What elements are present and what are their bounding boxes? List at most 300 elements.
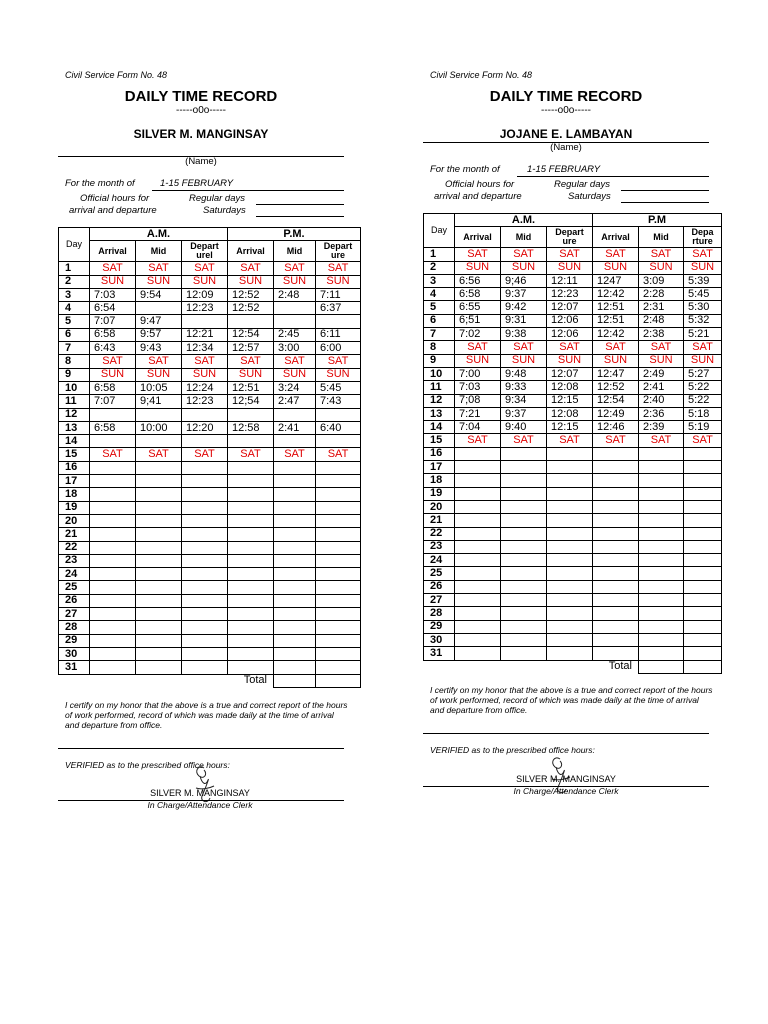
time-cell-pm-departure: 6:00 [316, 342, 361, 355]
day-number: 1 [424, 248, 455, 261]
day-row [59, 647, 361, 660]
saturdays-underline [621, 202, 709, 203]
day-row [59, 288, 361, 301]
time-cell-am-mid [501, 554, 547, 567]
time-cell-am-mid [501, 527, 547, 540]
time-cell-am-arrival [455, 487, 501, 500]
time-cell-pm-arrival: 12:51 [593, 314, 639, 327]
day-number: 27 [59, 608, 90, 621]
time-cell-pm-departure [684, 567, 722, 580]
time-cell-pm-mid: 3:24 [274, 381, 316, 394]
day-row [59, 501, 361, 514]
time-cell-pm-mid [274, 408, 316, 421]
day-number: 2 [424, 261, 455, 274]
time-cell-pm-mid [274, 661, 316, 674]
col-am-departure: Depart urel [182, 241, 228, 262]
time-cell-am-arrival: 7;08 [455, 394, 501, 407]
time-cell-pm-mid [274, 634, 316, 647]
time-cell-am-arrival: 6:58 [90, 421, 136, 434]
time-cell-am-mid [136, 514, 182, 527]
day-number: 17 [59, 475, 90, 488]
time-cell-am-departure [182, 634, 228, 647]
time-cell-am-mid [501, 474, 547, 487]
time-cell-pm-mid: SUN [639, 261, 684, 274]
time-cell-pm-departure [684, 527, 722, 540]
employee-signature-line [423, 733, 709, 734]
time-cell-am-arrival [90, 554, 136, 567]
time-cell-pm-mid [274, 461, 316, 474]
time-cell-am-mid [136, 594, 182, 607]
day-row [424, 514, 722, 527]
time-cell-am-departure: 12:23 [182, 302, 228, 315]
time-cell-pm-arrival [228, 554, 274, 567]
time-cell-pm-departure: SUN [684, 354, 722, 367]
time-cell-am-arrival: SAT [90, 262, 136, 275]
time-cell-am-arrival [455, 647, 501, 660]
time-cell-pm-arrival [593, 474, 639, 487]
regular-days-label: Regular days [189, 193, 245, 204]
time-cell-pm-mid [639, 527, 684, 540]
time-cell-pm-arrival [228, 528, 274, 541]
time-cell-pm-mid [274, 581, 316, 594]
time-cell-pm-arrival: 12:52 [228, 288, 274, 301]
time-cell-am-arrival: 7:07 [90, 395, 136, 408]
time-cell-pm-arrival [228, 594, 274, 607]
day-number: 22 [424, 527, 455, 540]
day-row [59, 461, 361, 474]
form-title: DAILY TIME RECORD [124, 88, 278, 105]
time-cell-pm-mid [274, 302, 316, 315]
time-cell-pm-mid: 2:38 [639, 328, 684, 341]
time-cell-am-arrival [455, 554, 501, 567]
col-am-departure: Depart ure [547, 227, 593, 248]
form-subtitle: -----o0o----- [176, 105, 226, 116]
time-cell-pm-mid [274, 475, 316, 488]
time-cell-pm-mid [639, 620, 684, 633]
time-cell-am-arrival: 6:43 [90, 342, 136, 355]
time-cell-am-mid [501, 487, 547, 500]
day-row [59, 608, 361, 621]
time-cell-am-mid: SAT [501, 341, 547, 354]
day-number: 10 [59, 381, 90, 394]
time-cell-pm-mid: 2:31 [639, 301, 684, 314]
time-cell-pm-departure [684, 514, 722, 527]
name-caption: (Name) [185, 156, 217, 167]
time-cell-pm-mid [274, 514, 316, 527]
time-cell-pm-departure: 6:40 [316, 421, 361, 434]
time-cell-pm-departure [316, 541, 361, 554]
time-cell-am-departure: 12:15 [547, 421, 593, 434]
day-row [59, 634, 361, 647]
time-cell-am-departure: 12:06 [547, 328, 593, 341]
time-cell-pm-arrival [593, 580, 639, 593]
time-cell-am-arrival: SUN [90, 275, 136, 288]
total-label: Total [228, 674, 274, 687]
time-cell-pm-departure [316, 581, 361, 594]
col-am-mid: Mid [501, 227, 547, 248]
dtr-table [58, 227, 361, 688]
time-cell-pm-mid [274, 647, 316, 660]
day-row [59, 488, 361, 501]
official-hours-label-2: arrival and departure [434, 191, 522, 202]
time-cell-am-departure: SAT [182, 355, 228, 368]
time-cell-am-departure [547, 527, 593, 540]
day-number: 22 [59, 541, 90, 554]
time-cell-pm-departure [684, 620, 722, 633]
day-number: 25 [424, 567, 455, 580]
time-cell-am-departure [547, 633, 593, 646]
day-row [424, 301, 722, 314]
time-cell-pm-departure [684, 594, 722, 607]
total-value-cell [274, 674, 316, 687]
col-am-mid: Mid [136, 241, 182, 262]
time-cell-pm-arrival: SAT [228, 355, 274, 368]
time-cell-pm-departure: 5:19 [684, 421, 722, 434]
time-cell-pm-departure: 5:27 [684, 367, 722, 380]
time-cell-pm-departure [316, 488, 361, 501]
day-row [424, 288, 722, 301]
time-cell-pm-mid [639, 461, 684, 474]
time-cell-am-departure [547, 607, 593, 620]
verified-text: VERIFIED as to the prescribed office hours: [65, 760, 230, 770]
time-cell-am-arrival [455, 620, 501, 633]
time-cell-pm-mid [274, 541, 316, 554]
time-cell-am-departure: SUN [182, 275, 228, 288]
day-number: 23 [424, 540, 455, 553]
regular-days-label: Regular days [554, 179, 610, 190]
time-cell-pm-mid [639, 567, 684, 580]
name-caption: (Name) [550, 142, 582, 153]
regular-days-underline [621, 190, 709, 191]
time-cell-am-arrival [90, 541, 136, 554]
time-cell-pm-arrival: SUN [228, 275, 274, 288]
time-cell-am-departure [182, 475, 228, 488]
time-cell-pm-arrival: 12:57 [228, 342, 274, 355]
time-cell-am-departure [182, 661, 228, 674]
time-cell-am-arrival [90, 647, 136, 660]
time-cell-am-arrival [455, 474, 501, 487]
time-cell-pm-mid: 2:40 [639, 394, 684, 407]
time-cell-am-arrival: 7:02 [455, 328, 501, 341]
day-row [59, 302, 361, 315]
time-cell-pm-arrival [228, 475, 274, 488]
time-cell-am-mid: 9:57 [136, 328, 182, 341]
day-row [424, 394, 722, 407]
day-row [59, 421, 361, 434]
time-cell-pm-mid [639, 540, 684, 553]
time-cell-am-arrival: SAT [455, 248, 501, 261]
time-cell-am-arrival [90, 634, 136, 647]
time-cell-am-arrival [455, 500, 501, 513]
certification-text: I certify on my honor that the above is a true and correct report of the hours of work performed, record of which was made daily at the time of arrival and departure from office. [65, 700, 348, 730]
time-cell-am-departure [547, 647, 593, 660]
day-row [424, 367, 722, 380]
time-cell-pm-arrival: 12;54 [228, 395, 274, 408]
time-cell-am-mid: SUN [501, 354, 547, 367]
time-cell-am-mid: 9:42 [501, 301, 547, 314]
time-cell-pm-arrival [228, 608, 274, 621]
time-cell-pm-departure [684, 474, 722, 487]
time-cell-pm-arrival [593, 554, 639, 567]
time-cell-pm-arrival [593, 647, 639, 660]
time-cell-pm-mid: 2:49 [639, 367, 684, 380]
time-cell-pm-departure: 5:22 [684, 381, 722, 394]
day-row [59, 541, 361, 554]
day-row [59, 581, 361, 594]
time-cell-pm-arrival [593, 633, 639, 646]
time-cell-pm-mid: 2:28 [639, 288, 684, 301]
time-cell-am-arrival [90, 661, 136, 674]
day-row [424, 540, 722, 553]
time-cell-am-departure: SAT [547, 434, 593, 447]
day-row [424, 647, 722, 660]
time-cell-pm-arrival: SAT [228, 448, 274, 461]
time-cell-am-departure [182, 608, 228, 621]
day-number: 28 [424, 607, 455, 620]
time-cell-am-departure: SAT [547, 248, 593, 261]
day-number: 25 [59, 581, 90, 594]
time-cell-am-mid: 10:05 [136, 381, 182, 394]
time-cell-am-mid: SAT [136, 262, 182, 275]
time-cell-am-mid [136, 302, 182, 315]
time-cell-am-arrival [455, 567, 501, 580]
time-cell-am-arrival [455, 580, 501, 593]
time-cell-am-arrival: SAT [90, 448, 136, 461]
time-cell-am-departure [547, 540, 593, 553]
time-cell-am-arrival: 6:58 [455, 288, 501, 301]
time-cell-pm-departure: 7:11 [316, 288, 361, 301]
time-cell-pm-mid: 2:48 [274, 288, 316, 301]
time-cell-am-departure: 12:20 [182, 421, 228, 434]
day-number: 18 [59, 488, 90, 501]
time-cell-am-mid: 9:54 [136, 288, 182, 301]
day-row [59, 368, 361, 381]
time-cell-pm-mid [639, 514, 684, 527]
time-cell-am-arrival: 7:03 [455, 381, 501, 394]
time-cell-pm-arrival [593, 620, 639, 633]
time-cell-am-arrival: SAT [455, 341, 501, 354]
time-cell-pm-mid [274, 594, 316, 607]
time-cell-am-arrival: 6;51 [455, 314, 501, 327]
month-label: For the month of [430, 164, 500, 175]
time-cell-pm-mid [639, 487, 684, 500]
time-cell-am-departure [182, 408, 228, 421]
time-cell-am-arrival [90, 514, 136, 527]
day-row [59, 621, 361, 634]
day-number: 10 [424, 367, 455, 380]
time-cell-pm-departure [316, 594, 361, 607]
time-cell-am-departure: 12:11 [547, 274, 593, 287]
time-cell-am-arrival: 6:55 [455, 301, 501, 314]
time-cell-am-departure: 12:15 [547, 394, 593, 407]
time-cell-am-mid: SAT [136, 448, 182, 461]
time-cell-am-mid [501, 620, 547, 633]
time-cell-am-arrival: 7:03 [90, 288, 136, 301]
time-cell-pm-arrival [228, 634, 274, 647]
day-row [59, 328, 361, 341]
time-cell-pm-departure [316, 501, 361, 514]
time-cell-am-departure [547, 567, 593, 580]
time-cell-pm-mid: 2:39 [639, 421, 684, 434]
form-title: DAILY TIME RECORD [489, 88, 643, 105]
time-cell-am-mid [501, 500, 547, 513]
saturdays-underline [256, 216, 344, 217]
time-cell-pm-mid: SAT [639, 248, 684, 261]
time-cell-pm-departure: 6:11 [316, 328, 361, 341]
time-cell-pm-mid [274, 621, 316, 634]
time-cell-pm-arrival [593, 447, 639, 460]
day-row [424, 474, 722, 487]
time-cell-pm-departure [684, 633, 722, 646]
time-cell-pm-arrival: 12:51 [593, 301, 639, 314]
time-cell-pm-arrival [228, 408, 274, 421]
time-cell-am-mid [501, 567, 547, 580]
day-row [59, 448, 361, 461]
time-cell-pm-departure [684, 554, 722, 567]
day-number: 5 [424, 301, 455, 314]
time-cell-pm-arrival: SUN [593, 261, 639, 274]
certification-text: I certify on my honor that the above is a true and correct report of the hours of work performed, record of which was made daily at the time of arrival and departure from office. [430, 685, 713, 715]
time-cell-pm-departure: 5:21 [684, 328, 722, 341]
day-row [59, 435, 361, 448]
time-cell-pm-arrival: SAT [593, 434, 639, 447]
day-row [59, 395, 361, 408]
time-cell-am-departure: SAT [182, 448, 228, 461]
pm-group-header: P.M [593, 214, 722, 227]
time-cell-am-departure [182, 315, 228, 328]
time-cell-am-arrival: 7:00 [455, 367, 501, 380]
col-pm-arrival: Arrival [228, 241, 274, 262]
time-cell-am-arrival: SUN [455, 354, 501, 367]
time-cell-pm-departure: SUN [684, 261, 722, 274]
time-cell-pm-departure [684, 487, 722, 500]
time-cell-pm-departure: 6:37 [316, 302, 361, 315]
time-cell-pm-departure [684, 461, 722, 474]
time-cell-pm-mid: SUN [274, 275, 316, 288]
time-cell-pm-arrival [228, 315, 274, 328]
time-cell-pm-arrival [228, 661, 274, 674]
time-cell-am-arrival [90, 608, 136, 621]
day-row [59, 262, 361, 275]
time-cell-pm-departure: 5:45 [684, 288, 722, 301]
time-cell-pm-arrival: 12:52 [228, 302, 274, 315]
time-cell-pm-departure: 5:22 [684, 394, 722, 407]
month-value: 1-15 FEBRUARY [160, 178, 234, 189]
time-cell-pm-arrival [593, 500, 639, 513]
time-cell-am-mid [136, 408, 182, 421]
col-am-arrival: Arrival [455, 227, 501, 248]
time-cell-pm-departure: 5:30 [684, 301, 722, 314]
time-cell-am-arrival [455, 447, 501, 460]
time-cell-pm-departure: SAT [684, 434, 722, 447]
time-cell-am-departure [547, 447, 593, 460]
time-cell-am-departure: 12:07 [547, 301, 593, 314]
day-row [59, 475, 361, 488]
time-cell-am-arrival: 6:54 [90, 302, 136, 315]
time-cell-am-mid: 9:31 [501, 314, 547, 327]
time-cell-am-departure [547, 580, 593, 593]
time-cell-am-mid: 9:38 [501, 328, 547, 341]
time-cell-am-arrival [455, 633, 501, 646]
time-cell-am-arrival [90, 581, 136, 594]
total-value-cell [684, 660, 722, 673]
time-cell-am-departure [182, 435, 228, 448]
time-cell-am-mid [136, 501, 182, 514]
day-row [59, 315, 361, 328]
time-cell-am-mid [136, 568, 182, 581]
time-cell-pm-departure [684, 580, 722, 593]
time-cell-am-mid: SUN [501, 261, 547, 274]
day-row [59, 594, 361, 607]
time-cell-pm-mid [639, 647, 684, 660]
time-cell-pm-arrival: 1247 [593, 274, 639, 287]
time-cell-pm-arrival [228, 461, 274, 474]
day-number: 14 [59, 435, 90, 448]
time-cell-pm-departure [684, 647, 722, 660]
time-cell-pm-departure [316, 315, 361, 328]
total-label: Total [593, 660, 639, 673]
time-cell-am-departure: 12:21 [182, 328, 228, 341]
day-row [59, 661, 361, 674]
day-number: 16 [59, 461, 90, 474]
day-number: 21 [59, 528, 90, 541]
col-pm-departure: Depa rture [684, 227, 722, 248]
time-cell-pm-mid: SUN [274, 368, 316, 381]
time-cell-am-departure: 12:06 [547, 314, 593, 327]
total-row [59, 674, 361, 687]
time-cell-am-arrival: 6:58 [90, 381, 136, 394]
day-number: 5 [59, 315, 90, 328]
time-cell-am-departure [182, 554, 228, 567]
time-cell-pm-departure [684, 540, 722, 553]
time-cell-am-mid: SAT [501, 248, 547, 261]
col-pm-departure: Depart ure [316, 241, 361, 262]
time-cell-pm-departure [316, 661, 361, 674]
time-cell-pm-arrival [593, 487, 639, 500]
time-cell-am-arrival [90, 435, 136, 448]
day-number: 24 [59, 568, 90, 581]
time-cell-am-mid: 9;46 [501, 274, 547, 287]
time-cell-pm-mid [274, 568, 316, 581]
time-cell-am-departure [547, 620, 593, 633]
time-cell-pm-mid [274, 501, 316, 514]
pm-group-header: P.M. [228, 228, 361, 241]
time-cell-am-arrival [90, 568, 136, 581]
time-cell-am-arrival: 6:58 [90, 328, 136, 341]
time-cell-am-mid [136, 647, 182, 660]
time-cell-am-departure: 12:08 [547, 407, 593, 420]
time-cell-am-arrival [455, 527, 501, 540]
time-cell-am-mid: 9;41 [136, 395, 182, 408]
time-cell-pm-arrival [593, 607, 639, 620]
time-cell-am-departure: SUN [182, 368, 228, 381]
time-cell-pm-departure: 5:39 [684, 274, 722, 287]
time-cell-am-departure [547, 594, 593, 607]
time-cell-am-departure [182, 501, 228, 514]
verified-text: VERIFIED as to the prescribed office hours: [430, 745, 595, 755]
time-cell-pm-mid [639, 633, 684, 646]
employee-name: SILVER M. MANGINSAY [133, 127, 269, 141]
time-cell-pm-mid [639, 447, 684, 460]
time-cell-am-mid: 9:40 [501, 421, 547, 434]
day-row [424, 527, 722, 540]
time-cell-pm-arrival [228, 581, 274, 594]
official-hours-label-2: arrival and departure [69, 205, 157, 216]
time-cell-am-arrival: SUN [455, 261, 501, 274]
day-number: 16 [424, 447, 455, 460]
day-number: 4 [424, 288, 455, 301]
day-number: 6 [59, 328, 90, 341]
